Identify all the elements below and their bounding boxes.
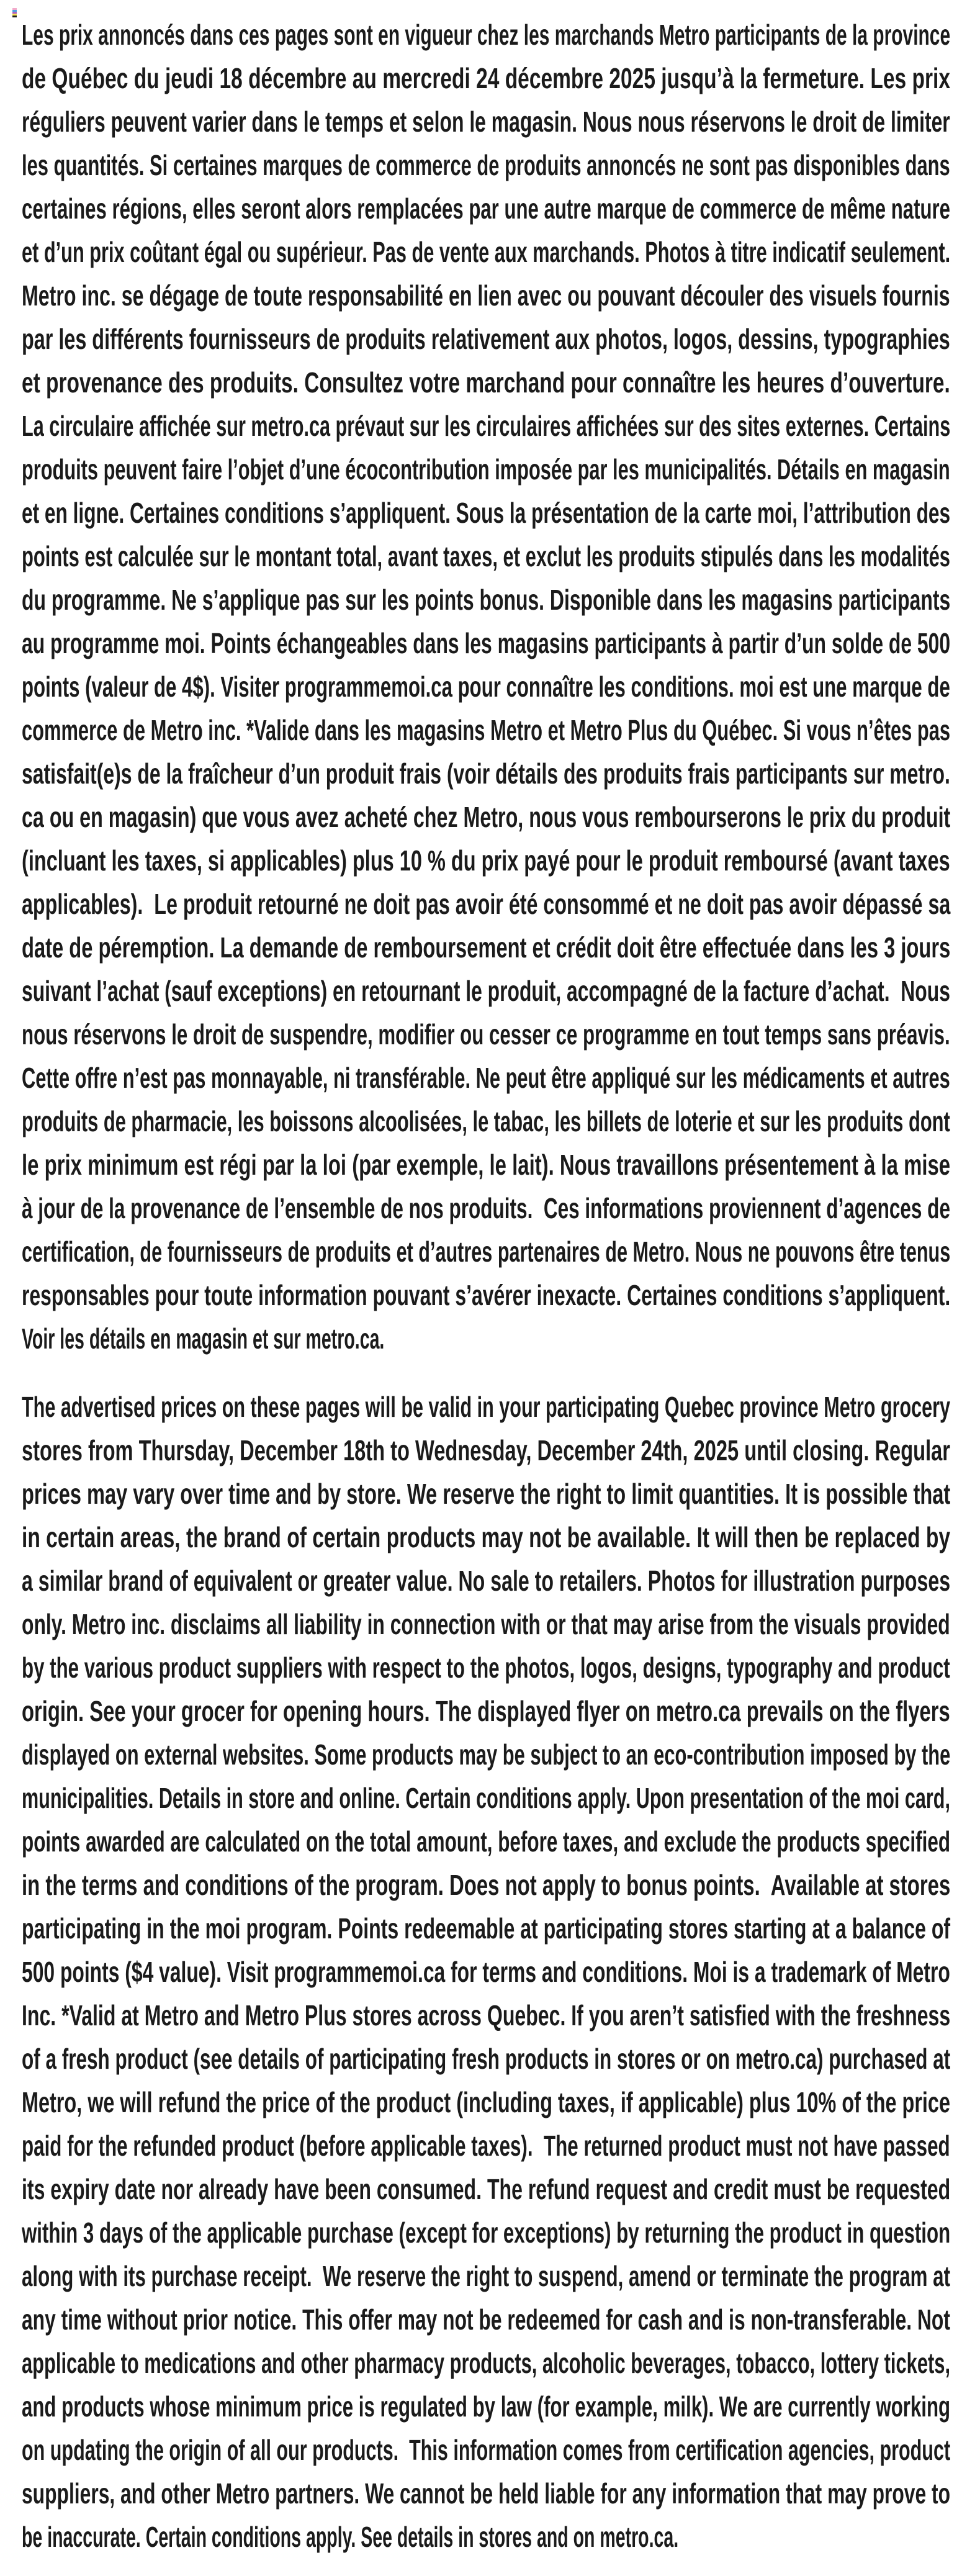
disclaimer-text-line: in certain areas, the brand of certain products may not be available. It will then be replaced by: [22, 1521, 951, 1553]
disclaimer-content: [22, 13, 950, 2559]
disclaimer-text-line: a similar brand of equivalent or greater value. No sale to retailers. Photos for illustration purposes: [22, 1565, 951, 1597]
disclaimer-text-line: produits de pharmacie, les boissons alcoolisées, le tabac, les billets de loterie et sur les produits dont: [22, 1105, 950, 1137]
disclaimer-text-line: certaines régions, elles seront alors remplacées par une autre marque de commerce de même nature: [22, 192, 950, 225]
disclaimer-text-line: de Québec du jeudi 18 décembre au mercredi 24 décembre 2025 jusqu’à la fermeture. Les prix: [22, 62, 950, 94]
disclaimer-text-line: nous réservons le droit de suspendre, modifier ou cesser ce programme en tout temps sans préavis.: [22, 1018, 950, 1051]
disclaimer-text-line: les quantités. Si certaines marques de commerce de produits annoncés ne sont pas disponibles dans: [22, 149, 950, 181]
disclaimer-text-line: and products whose minimum price is regulated by law (for example, milk). We are currently working: [22, 2390, 951, 2423]
disclaimer-text-line: points est calculée sur le montant total, avant taxes, et exclut les produits stipulés dans les modalités: [22, 540, 950, 572]
disclaimer-text-line: displayed on external websites. Some products may be subject to an eco-contribution imposed by the: [22, 1738, 951, 1771]
disclaimer-text-line: et d’un prix coûtant égal ou supérieur. Pas de vente aux marchands. Photos à titre indicatif seulement.: [22, 236, 951, 268]
disclaimer-text-line: prices may vary over time and by store. We reserve the right to limit quantities. It is possible that: [22, 1478, 951, 1510]
disclaimer-text-line: Metro, we will refund the price of the product (including taxes, if applicable) plus 10% of the price: [22, 2086, 950, 2118]
disclaimer-text-line: points awarded are calculated on the total amount, before taxes, and exclude the products specified: [22, 1825, 951, 1858]
disclaimer-text-line: municipalities. Details in store and online. Certain conditions apply. Upon presentation of the moi card,: [22, 1782, 950, 1814]
cmyk-registration-mark: [12, 8, 17, 17]
registration-stripe: [12, 16, 17, 17]
disclaimer-text-line: La circulaire affichée sur metro.ca prévaut sur les circulaires affichées sur des sites externes. Certains: [22, 410, 951, 442]
disclaimer-text-line: within 3 days of the applicable purchase (except for exceptions) by returning the product in question: [22, 2217, 951, 2249]
disclaimer-text-line: ca ou en magasin) que vous avez acheté chez Metro, nous vous rembourserons le prix du produit: [22, 801, 951, 833]
disclaimer-text-line: applicables). Le produit retourné ne doit pas avoir été consommé et ne doit pas avoir dépassé sa: [22, 888, 951, 920]
disclaimer-text-line: points (valeur de 4$). Visiter programmemoi.ca pour connaître les conditions. moi est une marque de: [22, 671, 950, 703]
disclaimer-text-line: du programme. Ne s’applique pas sur les points bonus. Disponible dans les magasins participants: [22, 584, 951, 616]
french-disclaimer-paragraph: [22, 13, 950, 1360]
disclaimer-text-line: et en ligne. Certaines conditions s’appliquent. Sous la présentation de la carte moi, l’attribution des: [22, 497, 951, 529]
disclaimer-text-line: origin. See your grocer for opening hours. The displayed flyer on metro.ca prevails on the flyers: [22, 1695, 950, 1727]
disclaimer-text-line: any time without prior notice. This offer may not be redeemed for cash and is non-transferable. Not: [22, 2303, 950, 2336]
disclaimer-text-line: on updating the origin of all our products. This information comes from certification agencies, product: [22, 2434, 951, 2466]
english-disclaimer-paragraph: [22, 1385, 950, 2559]
disclaimer-text-line: paid for the refunded product (before applicable taxes). The returned product must not have passed: [22, 2130, 950, 2162]
disclaimer-text-line: suppliers, and other Metro partners. We cannot be held liable for any information that may prove to: [22, 2477, 951, 2510]
disclaimer-text-line: The advertised prices on these pages will be valid in your participating Quebec province Metro grocery: [22, 1391, 951, 1423]
disclaimer-text-line: stores from Thursday, December 18th to Wednesday, December 24th, 2025 until closing. Regular: [22, 1434, 950, 1467]
disclaimer-text-line: à jour de la provenance de l’ensemble de nos produits. Ces informations proviennent d’agences de: [22, 1192, 950, 1224]
disclaimer-text-line: only. Metro inc. disclaims all liability in connection with or that may arise from the visuals provided: [22, 1608, 950, 1640]
disclaimer-text-line: Voir les détails en magasin et sur metro.ca.: [22, 1322, 385, 1355]
disclaimer-text-line: satisfait(e)s de la fraîcheur d’un produit frais (voir détails des produits frais participants sur metro.: [22, 757, 950, 790]
disclaimer-text-line: le prix minimum est régi par la loi (par exemple, le lait). Nous travaillons présentement à la mise: [22, 1149, 951, 1181]
disclaimer-text-line: responsables pour toute information pouvant s’avérer inexacte. Certaines conditions s’appliquent.: [22, 1279, 951, 1311]
disclaimer-text-line: réguliers peuvent varier dans le temps et selon le magasin. Nous nous réservons le droit de limiter: [22, 106, 950, 138]
disclaimer-text-line: 500 points ($4 value). Visit programmemoi.ca for terms and conditions. Moi is a trademark of Metro: [22, 1956, 950, 1988]
disclaimer-text-line: au programme moi. Points échangeables dans les magasins participants à partir d’un solde de 500: [22, 627, 951, 659]
disclaimer-text-line: (incluant les taxes, si applicables) plus 10 % du prix payé pour le produit remboursé (avant taxes: [22, 844, 950, 877]
disclaimer-text-line: suivant l’achat (sauf exceptions) en retournant le produit, accompagné de la facture d’achat. Nous: [22, 975, 950, 1007]
disclaimer-text-line: of a fresh product (see details of participating fresh products in stores or on metro.ca) purchased at: [22, 2043, 951, 2075]
disclaimer-text-line: Les prix annoncés dans ces pages sont en vigueur chez les marchands Metro participants de la province: [22, 19, 951, 51]
disclaimer-text-line: Cette offre n’est pas monnayable, ni transférable. Ne peut être appliqué sur les médicaments et autres: [22, 1062, 950, 1094]
disclaimer-text-line: et provenance des produits. Consultez votre marchand pour connaître les heures d’ouverture.: [22, 366, 950, 399]
disclaimer-text-line: its expiry date nor already have been consumed. The refund request and credit must be requested: [22, 2173, 951, 2205]
disclaimer-text-line: certification, de fournisseurs de produits et d’autres partenaires de Metro. Nous ne pouvons être tenus: [22, 1236, 951, 1268]
disclaimer-text-line: commerce de Metro inc. *Valide dans les magasins Metro et Metro Plus du Québec. Si vous n’êtes pas: [22, 714, 951, 746]
disclaimer-text-line: Metro inc. se dégage de toute responsabilité en lien avec ou pouvant découler des visuels fournis: [22, 279, 950, 312]
disclaimer-text-line: par les différents fournisseurs de produits relativement aux photos, logos, dessins, typographies: [22, 323, 950, 355]
disclaimer-text-line: applicable to medications and other pharmacy products, alcoholic beverages, tobacco, lottery tickets,: [22, 2347, 951, 2379]
disclaimer-text-line: along with its purchase receipt. We reserve the right to suspend, amend or terminate the program at: [22, 2260, 950, 2292]
disclaimer-text-line: date de péremption. La demande de remboursement et crédit doit être effectuée dans les 3 jours: [22, 931, 951, 964]
disclaimer-text-line: be inaccurate. Certain conditions apply. See details in stores and on metro.ca.: [22, 2521, 679, 2553]
disclaimer-text-line: produits peuvent faire l’objet d’une écocontribution imposée par les municipalités. Détails en magasin: [22, 453, 950, 486]
disclaimer-text-line: by the various product suppliers with respect to the photos, logos, designs, typography and product: [22, 1652, 950, 1684]
disclaimer-text-line: participating in the moi program. Points redeemable at participating stores starting at a balance of: [22, 1912, 951, 1945]
disclaimer-text-line: Inc. *Valid at Metro and Metro Plus stores across Quebec. If you aren’t satisfied with the freshness: [22, 1999, 951, 2031]
disclaimer-text-line: in the terms and conditions of the program. Does not apply to bonus points. Available at stores: [22, 1869, 951, 1901]
